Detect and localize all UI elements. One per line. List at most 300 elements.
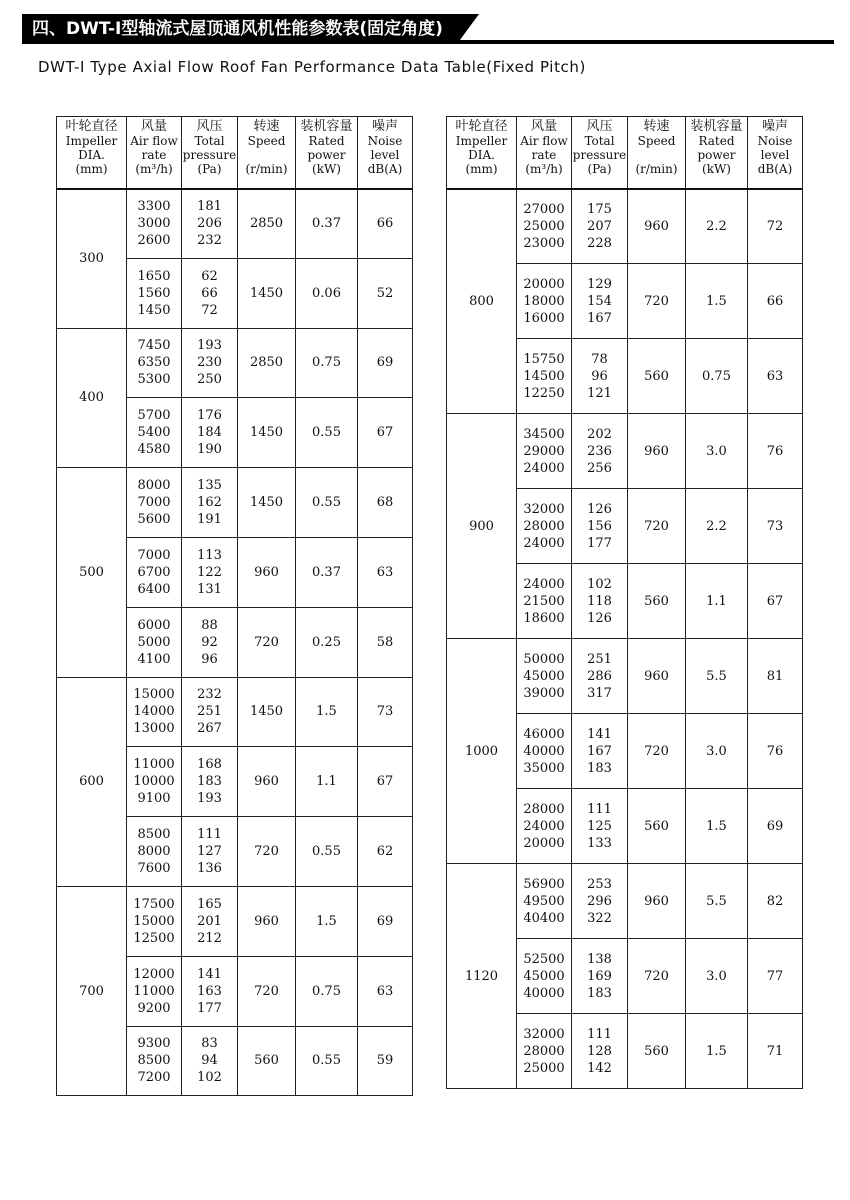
power-cell: 0.25: [296, 607, 358, 677]
pressure-cell: [182, 468, 238, 538]
impeller-dia-cell: 600: [57, 677, 127, 886]
header-en-label: dB(A): [367, 162, 403, 176]
pressure-value: 212: [197, 930, 222, 946]
air-flow-cell: [127, 328, 182, 398]
header-en-label: power: [697, 148, 736, 162]
air-flow-cell: [517, 489, 572, 564]
pressure-value: 78: [591, 351, 608, 367]
air-flow-value: 7450: [137, 338, 171, 354]
air-flow-value: 28000: [523, 801, 565, 817]
speed-cell: 1450: [238, 258, 296, 328]
header-en-label: DIA.: [468, 148, 495, 162]
speed-cell: 720: [238, 956, 296, 1026]
air-flow-value: 8000: [137, 478, 171, 494]
speed-header: [238, 117, 296, 189]
air-flow-value: 56900: [523, 876, 565, 892]
speed-cell: 560: [238, 1026, 296, 1096]
noise-cell: 76: [748, 714, 803, 789]
noise-cell: 81: [748, 639, 803, 714]
pressure-value: 207: [587, 218, 612, 234]
air-flow-value: 11000: [133, 983, 175, 999]
air-flow-value: 5600: [137, 512, 171, 528]
pressure-header: [572, 117, 628, 189]
table-row: [57, 328, 413, 398]
pressure-value: 131: [197, 581, 222, 597]
header-en-label: (mm): [75, 162, 108, 176]
speed-cell: 720: [628, 714, 686, 789]
air-flow-value: 16000: [523, 310, 565, 326]
power-cell: 1.1: [686, 564, 748, 639]
air-flow-value: 5000: [137, 634, 171, 650]
impeller-dia-header: [447, 117, 517, 189]
pressure-value: 163: [197, 983, 222, 999]
header-en-label: Total: [194, 134, 225, 148]
air-flow-value: 5400: [137, 425, 171, 441]
power-cell: 1.5: [686, 1014, 748, 1089]
table-header: [447, 117, 803, 189]
power-header: [296, 117, 358, 189]
pressure-cell: [572, 564, 628, 639]
air-flow-value: 9100: [137, 791, 171, 807]
air-flow-value: 6400: [137, 581, 171, 597]
air-flow-value: 21500: [523, 593, 565, 609]
power-cell: 0.06: [296, 258, 358, 328]
header-cn-label: 风量: [530, 119, 557, 134]
header-cn-label: 风压: [586, 119, 613, 134]
pressure-cell: [572, 714, 628, 789]
air-flow-value: 14000: [133, 704, 175, 720]
air-flow-cell: [127, 886, 182, 956]
pressure-cell: [182, 328, 238, 398]
noise-header: [748, 117, 803, 189]
pressure-value: 322: [587, 910, 612, 926]
speed-cell: 1450: [238, 468, 296, 538]
power-cell: 3.0: [686, 414, 748, 489]
speed-cell: 2850: [238, 189, 296, 259]
pressure-cell: [182, 747, 238, 817]
pressure-value: 96: [201, 651, 218, 667]
air-flow-value: 18600: [523, 610, 565, 626]
speed-cell: 560: [628, 339, 686, 414]
air-flow-cell: [127, 1026, 182, 1096]
header-en-label: Air flow: [130, 134, 178, 148]
noise-header: [358, 117, 413, 189]
air-flow-cell: [517, 1014, 572, 1089]
air-flow-value: 9300: [137, 1036, 171, 1052]
pressure-value: 102: [197, 1070, 222, 1086]
header-en-label: Rated: [698, 134, 735, 148]
air-flow-value: 32000: [523, 501, 565, 517]
power-cell: 0.55: [296, 1026, 358, 1096]
performance-table-right: [446, 116, 803, 1089]
air-flow-value: 5300: [137, 372, 171, 388]
impeller-dia-cell: 1120: [447, 864, 517, 1089]
air-flow-cell: [517, 339, 572, 414]
header-en-label: level: [760, 148, 790, 162]
pressure-value: 111: [587, 1026, 612, 1042]
pressure-value: 230: [197, 355, 222, 371]
pressure-value: 232: [197, 233, 222, 249]
pressure-cell: [572, 264, 628, 339]
header-cn-label: 叶轮直径: [65, 119, 118, 134]
pressure-value: 228: [587, 235, 612, 251]
impeller-dia-header: [57, 117, 127, 189]
air-flow-cell: [517, 714, 572, 789]
speed-cell: 960: [628, 414, 686, 489]
noise-cell: 52: [358, 258, 413, 328]
power-cell: 0.55: [296, 398, 358, 468]
header-cn-label: 噪声: [371, 119, 398, 134]
pressure-value: 126: [587, 501, 612, 517]
pressure-value: 162: [197, 495, 222, 511]
power-cell: 0.55: [296, 468, 358, 538]
noise-cell: 82: [748, 864, 803, 939]
air-flow-value: 3000: [137, 216, 171, 232]
pressure-value: 94: [201, 1053, 218, 1069]
header-en-label: DIA.: [78, 148, 105, 162]
air-flow-value: 13000: [133, 721, 175, 737]
header-cn-label: 转速: [643, 119, 670, 134]
air-flow-cell: [517, 639, 572, 714]
header-cn-label: 风量: [140, 119, 167, 134]
impeller-dia-cell: 500: [57, 468, 127, 677]
air-flow-cell: [517, 264, 572, 339]
speed-cell: 560: [628, 1014, 686, 1089]
header-en-label: Noise: [757, 134, 793, 148]
air-flow-cell: [517, 864, 572, 939]
air-flow-value: 28000: [523, 1043, 565, 1059]
pressure-value: 118: [587, 593, 612, 609]
speed-cell: 960: [628, 639, 686, 714]
header-en-label: (r/min): [635, 162, 678, 176]
table-row: [447, 189, 803, 264]
header-en-label: Speed: [247, 134, 286, 148]
pressure-value: 142: [587, 1060, 612, 1076]
pressure-value: 125: [587, 818, 612, 834]
pressure-value: 122: [197, 564, 222, 580]
header-en-label: (kW): [702, 162, 731, 176]
power-cell: 0.37: [296, 189, 358, 259]
header-en-label: Total: [584, 134, 615, 148]
pressure-cell: [182, 537, 238, 607]
impeller-dia-cell: 300: [57, 189, 127, 329]
pressure-value: 169: [587, 968, 612, 984]
air-flow-value: 4580: [137, 442, 171, 458]
power-cell: 0.37: [296, 537, 358, 607]
air-flow-value: 24000: [523, 818, 565, 834]
pressure-value: 72: [201, 302, 218, 318]
page-title: 四、DWT-I型轴流式屋顶通风机性能参数表(固定角度): [22, 14, 457, 44]
air-flow-value: 49500: [523, 893, 565, 909]
power-cell: 2.2: [686, 189, 748, 264]
speed-cell: 720: [628, 489, 686, 564]
air-flow-value: 15750: [523, 351, 565, 367]
air-flow-value: 8500: [137, 1053, 171, 1069]
air-flow-value: 18000: [523, 293, 565, 309]
noise-cell: 73: [748, 489, 803, 564]
pressure-value: 176: [197, 408, 222, 424]
pressure-header: [182, 117, 238, 189]
pressure-cell: [182, 607, 238, 677]
air-flow-value: 39000: [523, 685, 565, 701]
air-flow-value: 27000: [523, 201, 565, 217]
table-body: [447, 189, 803, 1089]
noise-cell: 69: [358, 328, 413, 398]
header-en-label: (kW): [312, 162, 341, 176]
pressure-value: 296: [587, 893, 612, 909]
pressure-value: 127: [197, 844, 222, 860]
pressure-cell: [572, 189, 628, 264]
power-cell: 3.0: [686, 939, 748, 1014]
pressure-value: 102: [587, 576, 612, 592]
air-flow-cell: [517, 414, 572, 489]
air-flow-value: 23000: [523, 235, 565, 251]
header-en-label: dB(A): [757, 162, 793, 176]
air-flow-header: [127, 117, 182, 189]
speed-cell: 720: [628, 264, 686, 339]
pressure-value: 66: [201, 285, 218, 301]
table-row: [57, 677, 413, 747]
impeller-dia-cell: 1000: [447, 639, 517, 864]
speed-cell: 960: [628, 189, 686, 264]
header-en-label: Speed: [637, 134, 676, 148]
pressure-value: 253: [587, 876, 612, 892]
table-row: [57, 468, 413, 538]
air-flow-value: 32000: [523, 1026, 565, 1042]
pressure-value: 201: [197, 913, 222, 929]
header-cn-label: 风压: [196, 119, 223, 134]
air-flow-value: 1560: [137, 285, 171, 301]
pressure-cell: [572, 489, 628, 564]
air-flow-value: 5700: [137, 408, 171, 424]
air-flow-value: 1650: [137, 268, 171, 284]
header-cn-label: 噪声: [761, 119, 788, 134]
air-flow-value: 25000: [523, 1060, 565, 1076]
speed-cell: 960: [238, 886, 296, 956]
noise-cell: 66: [358, 189, 413, 259]
header-en-label: (r/min): [245, 162, 288, 176]
air-flow-cell: [127, 189, 182, 259]
table-row: [57, 189, 413, 259]
header-en-label: (Pa): [587, 162, 612, 176]
noise-cell: 76: [748, 414, 803, 489]
noise-cell: 73: [358, 677, 413, 747]
air-flow-value: 11000: [133, 757, 175, 773]
pressure-value: 88: [201, 617, 218, 633]
noise-cell: 63: [358, 956, 413, 1026]
speed-cell: 720: [238, 607, 296, 677]
noise-cell: 68: [358, 468, 413, 538]
impeller-dia-cell: 700: [57, 886, 127, 1095]
pressure-value: 177: [587, 535, 612, 551]
header-en-label: (m³/h): [525, 162, 563, 176]
air-flow-value: 7000: [137, 547, 171, 563]
pressure-value: 133: [587, 835, 612, 851]
pressure-value: 183: [197, 774, 222, 790]
speed-cell: 960: [238, 747, 296, 817]
air-flow-header: [517, 117, 572, 189]
pressure-value: 62: [201, 268, 218, 284]
air-flow-value: 17500: [133, 896, 175, 912]
pressure-value: 181: [197, 199, 222, 215]
noise-cell: 59: [358, 1026, 413, 1096]
pressure-value: 175: [587, 201, 612, 217]
air-flow-value: 8000: [137, 844, 171, 860]
pressure-cell: [182, 398, 238, 468]
header-cn-label: 叶轮直径: [455, 119, 508, 134]
pressure-cell: [182, 817, 238, 887]
header-en-label: (mm): [465, 162, 498, 176]
pressure-value: 92: [201, 634, 218, 650]
air-flow-value: 40000: [523, 743, 565, 759]
air-flow-value: 34500: [523, 426, 565, 442]
pressure-value: 129: [587, 276, 612, 292]
air-flow-value: 4100: [137, 651, 171, 667]
speed-cell: 720: [238, 817, 296, 887]
pressure-value: 154: [587, 293, 612, 309]
noise-cell: 67: [358, 398, 413, 468]
pressure-value: 156: [587, 518, 612, 534]
air-flow-cell: [127, 258, 182, 328]
noise-cell: 63: [358, 537, 413, 607]
air-flow-value: 2600: [137, 233, 171, 249]
speed-cell: 1450: [238, 398, 296, 468]
pressure-cell: [572, 339, 628, 414]
air-flow-value: 15000: [133, 687, 175, 703]
air-flow-value: 1450: [137, 302, 171, 318]
air-flow-cell: [127, 398, 182, 468]
pressure-cell: [182, 956, 238, 1026]
impeller-dia-cell: 400: [57, 328, 127, 468]
table-row: [57, 886, 413, 956]
impeller-dia-cell: 900: [447, 414, 517, 639]
header-en-label: Air flow: [520, 134, 568, 148]
air-flow-value: 35000: [523, 760, 565, 776]
air-flow-cell: [127, 817, 182, 887]
pressure-value: 138: [587, 951, 612, 967]
power-cell: 1.5: [296, 677, 358, 747]
noise-cell: 71: [748, 1014, 803, 1089]
table-row: [447, 414, 803, 489]
air-flow-cell: [517, 189, 572, 264]
pressure-value: 191: [197, 512, 222, 528]
air-flow-value: 45000: [523, 668, 565, 684]
pressure-value: 177: [197, 1000, 222, 1016]
pressure-cell: [182, 677, 238, 747]
speed-cell: 560: [628, 564, 686, 639]
pressure-cell: [572, 789, 628, 864]
pressure-cell: [572, 1014, 628, 1089]
speed-header: [628, 117, 686, 189]
air-flow-cell: [127, 537, 182, 607]
header-en-label: Impeller: [455, 134, 508, 148]
pressure-value: 167: [587, 310, 612, 326]
pressure-value: 286: [587, 668, 612, 684]
speed-cell: 2850: [238, 328, 296, 398]
header-en-label: pressure: [572, 148, 627, 162]
pressure-value: 136: [197, 861, 222, 877]
air-flow-cell: [127, 747, 182, 817]
speed-cell: 960: [628, 864, 686, 939]
pressure-value: 141: [197, 966, 222, 982]
air-flow-value: 3300: [137, 199, 171, 215]
pressure-cell: [572, 639, 628, 714]
pressure-value: 167: [587, 743, 612, 759]
air-flow-cell: [517, 939, 572, 1014]
air-flow-cell: [127, 468, 182, 538]
air-flow-value: 12500: [133, 930, 175, 946]
power-cell: 0.75: [686, 339, 748, 414]
power-cell: 1.5: [296, 886, 358, 956]
pressure-value: 183: [587, 985, 612, 1001]
pressure-value: 206: [197, 216, 222, 232]
header-en-label: (m³/h): [135, 162, 173, 176]
header-en-label: (Pa): [197, 162, 222, 176]
noise-cell: 77: [748, 939, 803, 1014]
pressure-value: 232: [197, 687, 222, 703]
pressure-cell: [572, 939, 628, 1014]
air-flow-value: 24000: [523, 535, 565, 551]
pressure-value: 190: [197, 442, 222, 458]
power-cell: 0.55: [296, 817, 358, 887]
speed-cell: 1450: [238, 677, 296, 747]
pressure-value: 121: [587, 385, 612, 401]
pressure-cell: [572, 414, 628, 489]
air-flow-value: 15000: [133, 913, 175, 929]
page-subtitle: DWT-I Type Axial Flow Roof Fan Performance Data Table(Fixed Pitch): [38, 58, 586, 76]
header-cn-label: 转速: [253, 119, 280, 134]
power-cell: 1.5: [686, 264, 748, 339]
header-en-label: [628, 148, 685, 162]
pressure-value: 165: [197, 896, 222, 912]
noise-cell: 62: [358, 817, 413, 887]
pressure-cell: [572, 864, 628, 939]
air-flow-value: 14500: [523, 368, 565, 384]
pressure-cell: [182, 886, 238, 956]
air-flow-value: 46000: [523, 726, 565, 742]
pressure-cell: [182, 189, 238, 259]
air-flow-value: 52500: [523, 951, 565, 967]
air-flow-value: 40400: [523, 910, 565, 926]
power-cell: 0.75: [296, 328, 358, 398]
noise-cell: 67: [358, 747, 413, 817]
pressure-value: 251: [587, 651, 612, 667]
pressure-value: 193: [197, 338, 222, 354]
air-flow-cell: [517, 564, 572, 639]
air-flow-value: 50000: [523, 651, 565, 667]
pressure-cell: [182, 1026, 238, 1096]
pressure-value: 193: [197, 791, 222, 807]
header-en-label: rate: [141, 148, 167, 162]
noise-cell: 63: [748, 339, 803, 414]
air-flow-cell: [127, 677, 182, 747]
pressure-value: 111: [587, 801, 612, 817]
header-cn-label: 装机容量: [690, 119, 743, 134]
table-row: [447, 864, 803, 939]
noise-cell: 67: [748, 564, 803, 639]
air-flow-value: 20000: [523, 276, 565, 292]
air-flow-value: 45000: [523, 968, 565, 984]
pressure-value: 202: [587, 426, 612, 442]
pressure-value: 267: [197, 721, 222, 737]
air-flow-value: 7200: [137, 1070, 171, 1086]
pressure-value: 236: [587, 443, 612, 459]
header-en-label: Rated: [308, 134, 345, 148]
power-cell: 1.1: [296, 747, 358, 817]
noise-cell: 72: [748, 189, 803, 264]
power-cell: 5.5: [686, 864, 748, 939]
speed-cell: 960: [238, 537, 296, 607]
